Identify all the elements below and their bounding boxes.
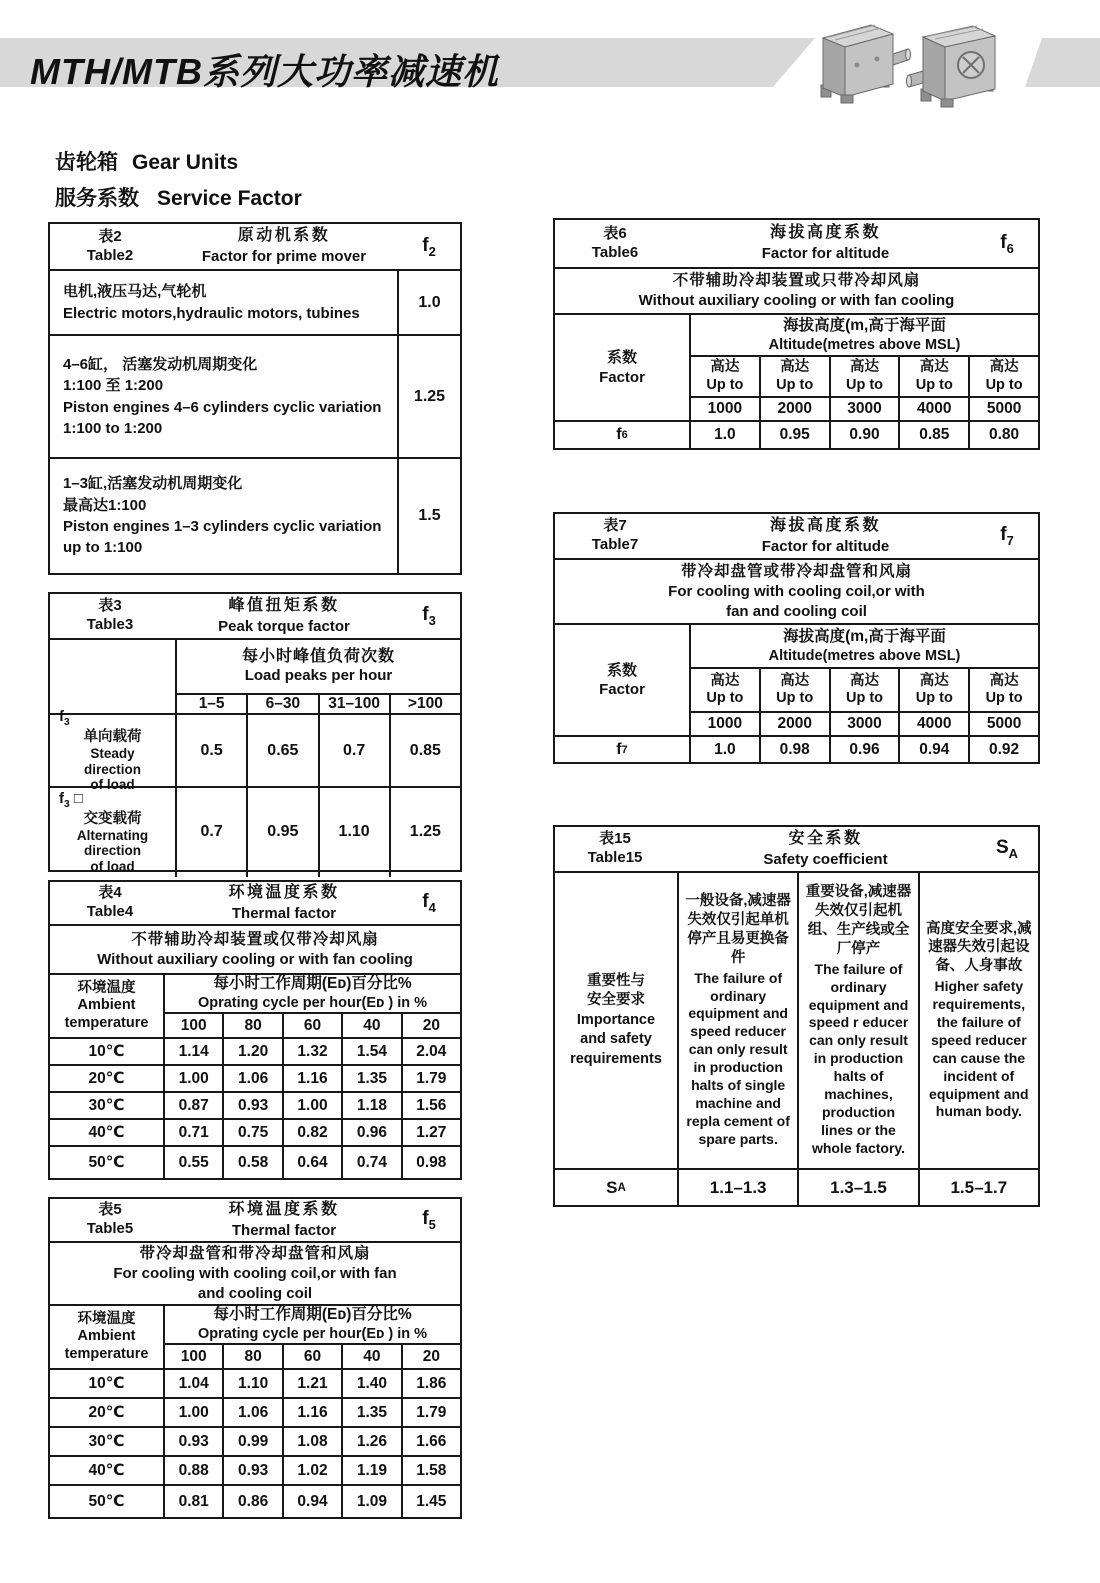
table-tag: 表15 Table15 [587,830,643,866]
cell-value: 1.58 [401,1457,460,1484]
cell-value: 0.64 [282,1147,341,1178]
column-header: 60 [282,1014,341,1037]
cell-value: 0.98 [401,1147,460,1178]
cell-value: 1.19 [341,1457,400,1484]
table-row [50,1066,460,1093]
column-header: 20 [401,1345,460,1368]
row-factor-value: 1.0 [397,271,460,334]
gearbox-product-images [813,13,1013,111]
section-title-gear-units [55,146,238,176]
table2-prime-mover-factor [48,222,462,575]
temperature-cell: 50℃ [50,1147,165,1178]
column-header: 20 [401,1014,460,1037]
table-symbol: $f_4$ [422,891,436,915]
section-title-service-factor [55,182,302,212]
altitude-value: 4000 [898,398,968,420]
cell-value: 1.32 [282,1039,341,1064]
column-header: 80 [222,1014,281,1037]
upto-cell: 高达 Up to [829,357,899,396]
column-header: >100 [389,695,460,713]
table-tag: 表4 Table4 [86,884,134,920]
row-label: $f_3$ 单向载荷 Steady direction of load [50,715,177,786]
table-symbol: $f_5$ [422,1208,436,1232]
factor-header: 系数 Factor [555,625,691,735]
table6-header [555,220,1038,269]
cell-value: 1.1–1.3 [709,1177,767,1197]
cell-value: 1.00 [178,1403,209,1421]
cell-value: 1.26 [341,1428,400,1455]
table-symbol: $f_3$ [422,604,436,628]
operating-cycle-header: 每小时工作周期(Eᴅ)百分比% Oprating cycle per hour(Eᴅ ) in % [165,975,460,1014]
cell-value: 1.18 [341,1093,400,1118]
cell-value: 0.71 [178,1123,209,1141]
factor-symbol-cell: S A [555,1170,679,1205]
cell-value: 0.85 [898,422,968,448]
table-title: 安全系数 Safety coefficient [763,829,888,868]
column-headers [165,1345,460,1368]
section-title-en: Service Factor [157,187,302,210]
column-header: 31–100 [318,695,389,713]
temperature-cell: 30℃ [50,1428,165,1455]
cell-value: 1.0 [714,426,736,443]
altitude-value: 3000 [829,398,899,420]
cell-value: 0.80 [968,422,1038,448]
cell-value: 1.04 [178,1374,209,1392]
table-tag: 表3 Table3 [86,597,134,633]
corner-cell [50,640,177,713]
temperature-cell: 40℃ [50,1457,165,1484]
cell-value: 1.16 [282,1066,341,1091]
table5-thermal-factor [48,1197,462,1519]
cell-value: 0.85 [389,715,460,786]
table-row [50,1457,460,1486]
altitude-header: 海拔高度(m,高于海平面 Altitude(metres above MSL) [691,315,1038,357]
cell-value: 0.92 [968,737,1038,762]
table-row [50,459,460,573]
cell-value: 1.79 [401,1399,460,1426]
table-tag [50,228,170,266]
cell-value: 0.93 [178,1432,209,1450]
upto-cell: 高达 Up to [706,672,744,706]
row-description: 1–3缸,活塞发动机周期变化 最高达1:100 Piston engines 1–3 cylinders cyclic variation up to 1:100 [63,475,382,557]
cell-value: 1.56 [401,1093,460,1118]
temperature-cell: 30℃ [50,1093,165,1118]
table6-altitude-factor [553,218,1040,450]
table-row [50,1486,460,1517]
ambient-temperature-header: 环境温度 Ambient temperature [50,975,165,1037]
temperature-cell: 40℃ [50,1120,165,1145]
cell-value: 1.06 [222,1399,281,1426]
column-header: 80 [222,1345,281,1368]
altitude-values-row [691,713,1038,735]
table6-subheader [555,315,1038,422]
cell-value: 0.98 [759,737,829,762]
column-header: 60 [282,1345,341,1368]
column-header: 100 [180,1016,207,1034]
cell-value: 0.82 [282,1120,341,1145]
table-tag-en: Table2 [86,246,134,264]
table-title [170,226,398,266]
cell-value: 1.10 [222,1370,281,1397]
header-band-right [1025,38,1100,87]
table-tag: 表6 Table6 [591,224,639,261]
cell-value: 1.14 [178,1042,209,1060]
safety-category-cell: 一般设备,减速器失效仅引起单机停产且易更换备件 The failure of ordinary equipment and speed reducer can only result in production halts of single machine and repla cement of spare parts. [685,893,791,1147]
cell-value: 1.00 [178,1069,209,1087]
table7-header [555,514,1038,560]
table4-header [50,882,460,926]
ambient-temperature-header: 环境温度 Ambient temperature [50,1306,165,1368]
factor-header: 系数 Factor [555,315,691,420]
table-title: 海拔高度系数 Factor for altitude [761,224,890,263]
factor-values-row [555,422,1038,448]
table-symbol: $f_6$ [1000,231,1014,256]
table-symbol: $f_2$ [422,234,436,259]
cell-value: 1.27 [401,1120,460,1145]
cell-value: 1.00 [282,1093,341,1118]
operating-cycle-header: 每小时工作周期(Eᴅ)百分比% Oprating cycle per hour(Eᴅ ) in % [165,1306,460,1345]
cell-value: 0.7 [200,823,223,841]
temperature-cell: 10℃ [50,1039,165,1064]
table-row [50,1428,460,1457]
cell-value: 1.25 [389,788,460,877]
cell-value: 0.94 [898,737,968,762]
cell-value: 1.54 [341,1039,400,1064]
cell-value: 1.02 [282,1457,341,1484]
cooling-condition: 带冷却盘管和带冷却盘管和风扇 For cooling with cooling coil,or with fan and cooling coil [50,1243,460,1306]
upto-cell: 高达 Up to [829,669,899,711]
table4-subheader [50,975,460,1039]
upto-cell: 高达 Up to [706,359,744,393]
cell-value: 0.5 [200,741,223,759]
row-factor-value: 1.25 [397,336,460,457]
cell-value: 1.3–1.5 [797,1170,917,1205]
section-title-zh: 服务系数 [55,187,139,210]
altitude-value: 2000 [759,398,829,420]
section-title-en: Gear Units [132,151,239,174]
altitude-value: 4000 [898,713,968,735]
table4-thermal-factor [48,880,462,1180]
table-tag: 表5 Table5 [86,1201,134,1237]
table-row [50,271,460,336]
factor-values-row [555,737,1038,762]
cell-value: 0.58 [222,1147,281,1178]
cell-value: 0.96 [341,1120,400,1145]
table2-header [50,224,460,271]
table15-header [555,827,1038,873]
cell-value: 0.87 [178,1096,209,1114]
table5-header [50,1199,460,1243]
cell-value: 1.79 [401,1066,460,1091]
cell-value: 1.20 [222,1039,281,1064]
cell-value: 0.75 [222,1120,281,1145]
table-title: 峰值扭矩系数 Peak torque factor [218,596,350,635]
cell-value: 0.65 [246,715,317,786]
row-factor-value: 1.5 [397,459,460,573]
cell-value: 1.09 [341,1486,400,1517]
table7-subheader [555,625,1038,737]
table-symbol: $S_A$ [995,837,1018,861]
upto-row [691,357,1038,398]
column-header: 6–30 [246,695,317,713]
column-header: 40 [341,1014,400,1037]
table-row [50,1120,460,1147]
table5-subheader [50,1306,460,1370]
cooling-condition: 不带辅助冷却装置或只带冷却风扇 Without auxiliary cooling or with fan cooling [555,269,1038,315]
cell-value: 1.45 [401,1486,460,1517]
cell-value: 2.04 [401,1039,460,1064]
temperature-cell: 10℃ [50,1370,165,1397]
section-title-zh: 齿轮箱 [55,151,118,174]
cell-value: 1.06 [222,1066,281,1091]
cell-value: 1.66 [401,1428,460,1455]
cell-value: 1.21 [282,1370,341,1397]
upto-cell: 高达 Up to [759,357,829,396]
cooling-condition: 带冷却盘管或带冷却盘管和风扇 For cooling with cooling coil,or with fan and cooling coil [555,560,1038,625]
cell-value: 1.40 [341,1370,400,1397]
cell-value: 1.0 [714,740,736,758]
altitude-value: 5000 [968,398,1038,420]
cell-value: 0.86 [222,1486,281,1517]
cell-value: 0.81 [178,1492,209,1510]
upto-cell: 高达 Up to [759,669,829,711]
row-label: $f_3$ □ 交变载荷 Alternating direction of load [50,788,177,877]
cell-value: 0.74 [341,1147,400,1178]
safety-category-cell: 重要设备,减速器失效仅引起机组、生产线或全厂停产 The failure of ordinary equipment and speed r educer can only result in production halts of machines, production lines or the whole factory. [797,873,917,1168]
column-header: 40 [341,1345,400,1368]
factor-symbol-cell: f 7 [555,737,691,762]
cell-value: 0.7 [318,715,389,786]
table-row [50,788,460,877]
table3-subheader [50,640,460,715]
altitude-value: 3000 [829,713,899,735]
table-row [50,708,460,793]
altitude-value: 1000 [707,715,743,732]
upto-row [691,669,1038,713]
column-header: 1–5 [198,695,225,712]
table-title: 海拔高度系数 Factor for altitude [761,516,890,555]
temperature-cell: 50℃ [50,1486,165,1517]
factor-symbol-cell: f 6 [555,422,691,448]
table7-altitude-factor [553,512,1040,764]
table-row [50,1399,460,1428]
load-peaks-header: 每小时峰值负荷次数 Load peaks per hour [177,640,460,695]
cell-value: 1.10 [318,788,389,877]
cell-value: 1.35 [341,1399,400,1426]
altitude-header: 海拔高度(m,高于海平面 Altitude(metres above MSL) [691,625,1038,669]
cell-value: 0.96 [829,737,899,762]
upto-cell: 高达 Up to [968,357,1038,396]
table-row [50,1370,460,1399]
temperature-cell: 20℃ [50,1399,165,1426]
cell-value: 0.88 [178,1461,209,1479]
safety-category-cell: 高度安全要求,减速器失效引起设备、人身事故 Higher safety requirements, the failure of speed reducer can cause the incident of equipment and human body. [918,873,1038,1168]
cell-value: 1.86 [401,1370,460,1397]
cell-value: 0.95 [246,788,317,877]
row-description: 4–6缸， 活塞发动机周期变化 1:100 至 1:200 Piston engines 4–6 cylinders cyclic variation 1:100 to 1:200 [63,355,382,437]
table-symbol: $f_7$ [1000,524,1014,548]
table15-body [555,873,1038,1170]
row-description: 电机,液压马达,气轮机 Electric motors,hydraulic motors, tubines [63,283,360,322]
table-row [50,1093,460,1120]
cell-value: 0.99 [222,1428,281,1455]
table-title: 环境温度系数 Thermal factor [228,883,340,922]
table-tag: 表7 Table7 [591,517,639,553]
cell-value: 0.93 [222,1093,281,1118]
importance-header: 重要性与 安全要求 Importance and safety requirements [555,873,679,1168]
table-row [50,336,460,459]
cell-value: 1.16 [282,1399,341,1426]
table-title: 环境温度系数 Thermal factor [228,1200,340,1239]
temperature-cell: 20℃ [50,1066,165,1091]
column-headers [165,1014,460,1037]
table-row [50,1039,460,1066]
cooling-condition: 不带辅助冷却装置或仅带冷却风扇 Without auxiliary cooling or with fan cooling [50,926,460,975]
table-title-zh: 原动机系数 [237,227,331,245]
cell-value: 0.55 [178,1153,209,1171]
table15-safety-coefficient [553,825,1040,1207]
table-row [50,1147,460,1178]
table-title-en: Factor for prime mover [201,248,367,266]
table-tag-zh: 表2 [98,227,122,245]
gearbox-unit-2-image [907,26,996,107]
cell-value: 0.95 [759,422,829,448]
cell-value: 1.35 [341,1066,400,1091]
upto-cell: 高达 Up to [898,669,968,711]
page-title: MTH/MTB系列大功率减速机 [30,51,499,92]
table3-header [50,594,460,640]
safety-values-row [555,1170,1038,1205]
cell-value: 1.5–1.7 [918,1170,1038,1205]
cell-value: 1.08 [282,1428,341,1455]
gearbox-unit-1-image [821,25,911,103]
cell-value: 0.93 [222,1457,281,1484]
column-header: 100 [180,1347,207,1365]
cell-value: 0.94 [282,1486,341,1517]
upto-cell: 高达 Up to [968,669,1038,711]
altitude-value: 1000 [707,400,743,417]
altitude-value: 5000 [968,713,1038,735]
altitude-values-row [691,398,1038,420]
cell-value: 0.90 [829,422,899,448]
table3-peak-torque-factor [48,592,462,872]
upto-cell: 高达 Up to [898,357,968,396]
altitude-value: 2000 [759,713,829,735]
column-headers [177,695,460,713]
